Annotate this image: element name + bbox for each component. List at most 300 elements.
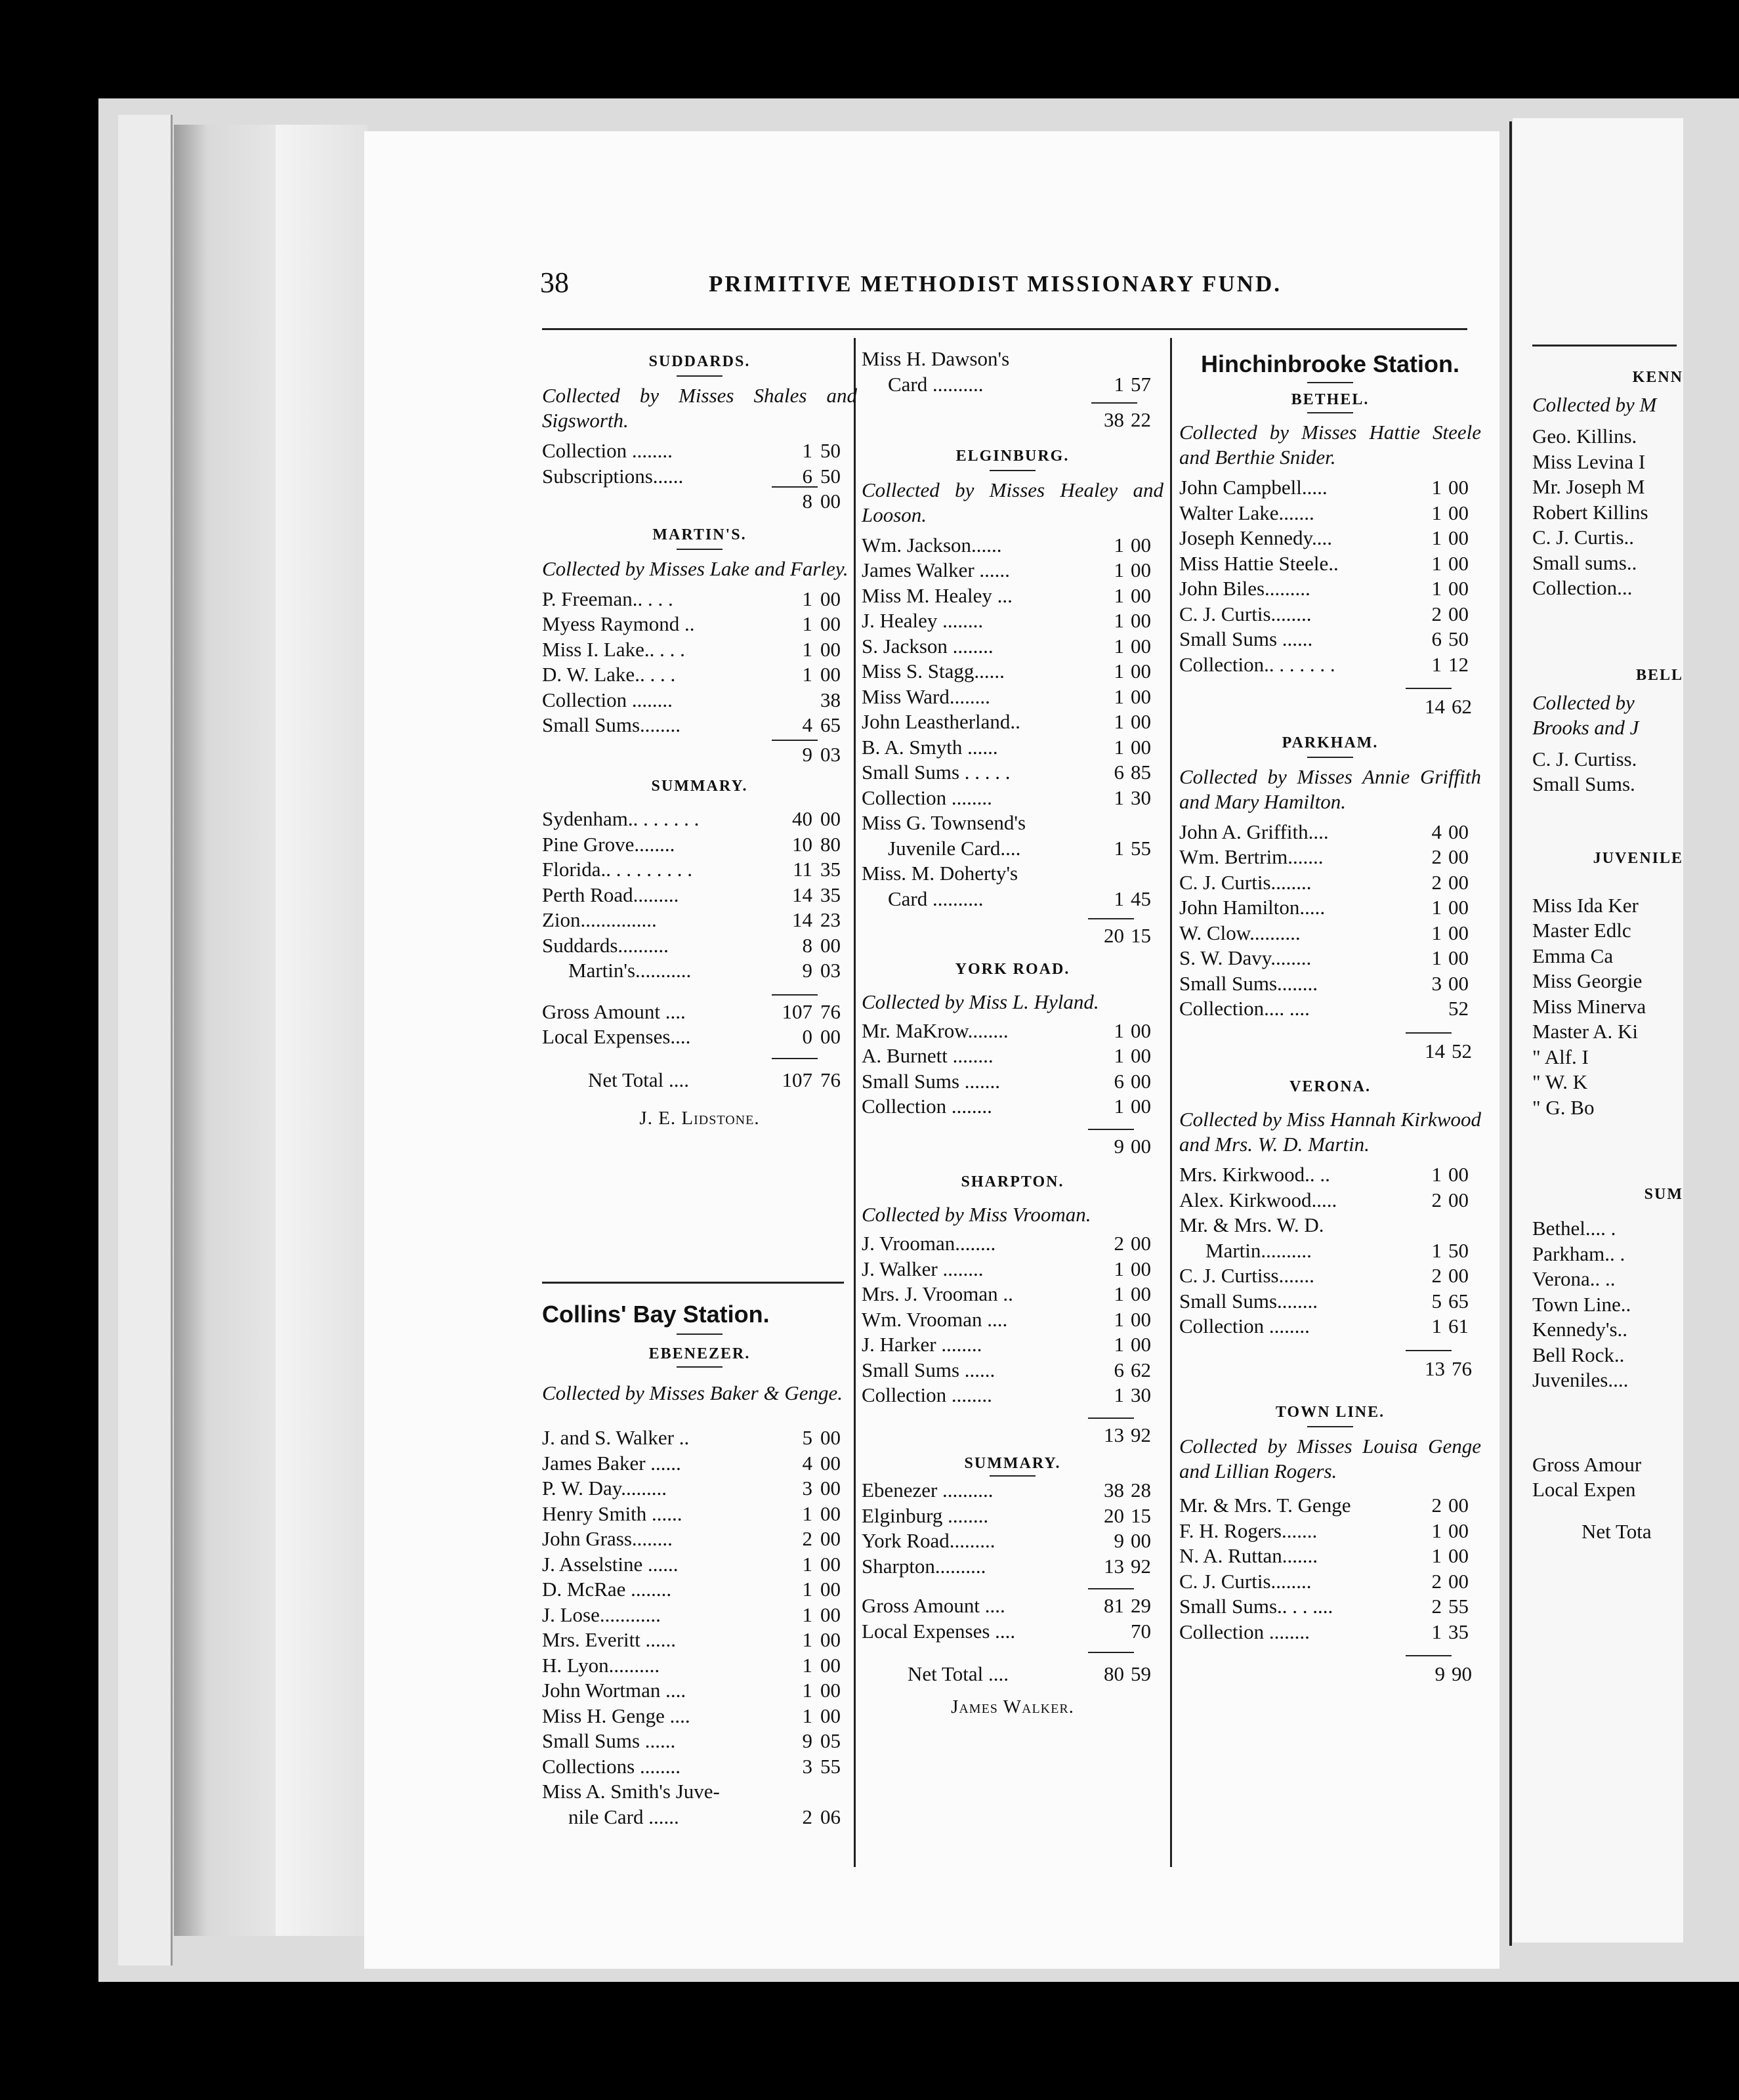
entry-name: Myess Raymond .. [542, 612, 695, 635]
entry-name: C. J. Curtiss....... [1179, 1264, 1314, 1287]
ledger-row [862, 810, 1163, 836]
ledger-row [1179, 627, 1481, 652]
facing-entry: Geo. Killins. [1532, 425, 1637, 448]
entry-cents: 00 [1448, 971, 1469, 995]
entry-name: Martin's........... [568, 959, 692, 982]
entry-name: F. H. Rogers....... [1179, 1519, 1318, 1542]
entry-cents: 50 [820, 439, 841, 462]
ledger-row [1179, 1519, 1481, 1544]
ledger-row [1179, 1238, 1481, 1264]
entry-cents: 35 [820, 883, 841, 906]
gross-amount-row: Gross Amount .... 81 29 [862, 1593, 1163, 1619]
entry-dollars: 1 [802, 587, 812, 610]
entry-cents: 03 [820, 959, 841, 982]
bell-list [1532, 747, 1683, 797]
entry-dollars: 1 [802, 1552, 812, 1576]
entry-name: C. J. Curtis........ [1179, 870, 1312, 894]
entry-dollars: 6 [1114, 1069, 1124, 1093]
entry-cents: 00 [820, 1451, 841, 1475]
entry-cents: 00 [1131, 1018, 1151, 1042]
ledger-row [542, 933, 857, 959]
verona-list [1179, 1162, 1481, 1339]
entry-cents: 00 [1448, 526, 1469, 549]
collected-by: Collected by Misses Lake and Farley. [542, 556, 849, 580]
entry-dollars: 2 [1431, 1595, 1442, 1618]
section-heading: SUM [1644, 1186, 1683, 1203]
entry-dollars: 1 [802, 1653, 812, 1677]
ledger-row [1179, 921, 1481, 946]
entry-dollars: 1 [1431, 551, 1442, 575]
entry-name: Suddards.......... [542, 933, 669, 957]
facing-entry: " W. K [1532, 1070, 1588, 1093]
entry-name: S. Jackson ........ [862, 634, 994, 658]
entry-dollars: 1 [1114, 583, 1124, 607]
entry-name: Florida.. . . . . . . . . [542, 858, 693, 881]
ledger-row [862, 1018, 1163, 1044]
entry-name: John A. Griffith.... [1179, 820, 1329, 843]
ledger-row [1179, 946, 1481, 971]
entry-cents: 00 [1131, 533, 1151, 556]
entry-cents: 00 [1448, 820, 1469, 843]
section-heading: SHARPTON. [961, 1173, 1064, 1190]
entry-cents: 00 [1448, 896, 1469, 919]
entry-cents: 00 [1448, 845, 1469, 868]
entry-cents: 30 [1131, 1383, 1151, 1406]
ledger-row [862, 1069, 1163, 1095]
section-heading: ELGINBURG. [955, 447, 1070, 465]
entry-dollars: 6 [1114, 761, 1124, 784]
entry-dollars: 14 [792, 883, 812, 906]
entry-name: N. A. Ruttan....... [1179, 1544, 1318, 1567]
ledger-row [542, 1805, 857, 1830]
ledger-row [862, 1332, 1163, 1358]
entry-cents: 55 [1131, 836, 1151, 860]
entry-name: Wm. Bertrim....... [1179, 845, 1324, 868]
entry-cents: 00 [1448, 946, 1469, 969]
ledger-row [1179, 1263, 1481, 1289]
entry-name: Collection ........ [1179, 1314, 1310, 1337]
ledger-row [862, 533, 1163, 558]
page-edge [118, 115, 173, 1965]
entry-dollars: 1 [1114, 1095, 1124, 1118]
entry-cents: 00 [1131, 1232, 1151, 1255]
entry-dollars: 3 [1431, 971, 1442, 995]
entry-cents: 06 [820, 1805, 841, 1828]
entry-dollars: 1 [1114, 1383, 1124, 1406]
ledger-row [1179, 1594, 1481, 1620]
entry-name: Perth Road......... [542, 883, 679, 906]
entry-name: Martin.......... [1205, 1238, 1312, 1262]
entry-dollars: 1 [1431, 1314, 1442, 1337]
entry-cents: 00 [1448, 1188, 1469, 1211]
entry-name: H. Lyon.......... [542, 1653, 660, 1677]
entry-name: Collection ........ [542, 439, 673, 462]
entry-name: S. W. Davy........ [1179, 946, 1312, 969]
section-total: 14 52 [1179, 1039, 1481, 1064]
ledger-row [542, 1476, 857, 1502]
ledger-row [1179, 870, 1481, 896]
entry-name: Henry Smith ...... [542, 1502, 682, 1525]
entry-name: Collection.. . . . . . . [1179, 652, 1335, 676]
entry-dollars: 1 [802, 1628, 812, 1651]
ledger-row [1179, 602, 1481, 627]
facing-entry: Small sums.. [1532, 551, 1637, 574]
entry-cents: 23 [820, 908, 841, 931]
collected-by: Collected by [1532, 690, 1635, 714]
entry-dollars: 1 [1114, 634, 1124, 658]
section-heading: VERONA. [1289, 1078, 1371, 1095]
entry-cents: 00 [1131, 1095, 1151, 1118]
ledger-row [542, 464, 857, 490]
section-heading: SUDDARDS. [648, 353, 751, 370]
station-title: Hinchinbrooke Station. [1200, 350, 1459, 377]
entry-dollars: 11 [793, 858, 812, 881]
entry-name: Small Sums ....... [862, 1069, 1001, 1093]
section-total: 8 00 [542, 489, 857, 514]
ledger-row [862, 1307, 1163, 1333]
ledger-row [542, 1653, 857, 1679]
entry-name: Joseph Kennedy.... [1179, 526, 1333, 549]
entry-cents: 00 [820, 933, 841, 957]
entry-name: B. A. Smyth ...... [862, 735, 998, 759]
entry-cents: 92 [1131, 1554, 1151, 1578]
entry-dollars: 9 [1114, 1529, 1124, 1552]
collected-by: Collected by Miss Hannah Kirkwood and Mrs. W. D. Martin. [1179, 1108, 1481, 1156]
entry-dollars: 1 [1114, 558, 1124, 581]
entry-dollars: 1 [1114, 735, 1124, 759]
entry-dollars: 1 [1431, 1163, 1442, 1186]
elginburg-list [862, 533, 1163, 912]
entry-name: Subscriptions...... [542, 464, 684, 488]
entry-name: Small Sums ...... [542, 1729, 676, 1752]
section-heading: JUVENILE [1593, 849, 1683, 867]
facing-entry: " G. Bo [1532, 1095, 1595, 1119]
ledger-row [542, 832, 857, 858]
net-total-row: Net Total .... 80 59 [862, 1656, 1163, 1692]
collected-by: Collected by Misses Shales and Sigsworth. [542, 384, 857, 432]
ledger-row [542, 713, 857, 738]
entry-cents: 00 [1131, 609, 1151, 632]
ledger-row [542, 1502, 857, 1527]
ledger-row [542, 438, 857, 464]
entry-cents: 52 [1448, 997, 1469, 1020]
page-fore-edge [276, 125, 367, 1936]
bethel-list [1179, 475, 1481, 677]
ledger-row [1179, 895, 1481, 921]
entry-name: Miss Hattie Steele.. [1179, 551, 1339, 575]
entry-cents: 65 [820, 713, 841, 736]
entry-name: Mr. MaKrow........ [862, 1018, 1009, 1042]
ledger-row [542, 688, 857, 713]
entry-dollars: 40 [792, 807, 812, 830]
entry-dollars: 1 [802, 637, 812, 661]
entry-name: Small Sums........ [1179, 971, 1318, 995]
ledger-row [1179, 1213, 1481, 1238]
entry-cents: 00 [1131, 1529, 1151, 1552]
entry-cents: 00 [820, 1628, 841, 1651]
section-heading: SUMMARY. [651, 778, 748, 795]
entry-dollars: 13 [1104, 1554, 1124, 1578]
entry-name: John Hamilton..... [1179, 896, 1326, 919]
ledger-row [1179, 845, 1481, 870]
station-title: Collins' Bay Station. [542, 1301, 770, 1328]
entry-name: John Leastherland.. [862, 710, 1020, 733]
entry-dollars: 1 [1114, 684, 1124, 708]
entry-dollars: 1 [1431, 577, 1442, 600]
entry-name: Sydenham.. . . . . . . [542, 807, 700, 830]
entry-name: Miss. M. Doherty's [862, 862, 1018, 885]
section-total: 14 62 [1179, 694, 1481, 720]
entry-dollars: 6 [802, 464, 812, 488]
entry-dollars: 1 [1431, 921, 1442, 944]
ledger-row [542, 1678, 857, 1704]
entry-name: Small Sums........ [542, 713, 681, 736]
entry-cents: 00 [1131, 710, 1151, 733]
entry-name: Pine Grove........ [542, 832, 675, 856]
ledger-row [1179, 526, 1481, 551]
ledger-row [862, 1503, 1163, 1529]
entry-dollars: 1 [802, 612, 812, 635]
entry-name: Juvenile Card.... [888, 836, 1021, 860]
entry-dollars: 14 [792, 908, 812, 931]
entry-cents: 55 [820, 1754, 841, 1778]
section-total: 9 03 [542, 738, 857, 764]
running-title: PRIMITIVE METHODIST MISSIONARY FUND. [709, 271, 1282, 297]
entry-name: Wm. Vrooman .... [862, 1307, 1008, 1331]
entry-name: Collection.... .... [1179, 997, 1310, 1020]
ledger-row [542, 1577, 857, 1603]
ledger-row [542, 1425, 857, 1451]
signature: James Walker. [951, 1696, 1074, 1717]
entry-cents: 57 [1131, 372, 1151, 396]
ledger-row [862, 634, 1163, 660]
ledger-row [862, 836, 1163, 862]
entry-dollars: 1 [802, 1679, 812, 1702]
facing-entry: Small Sums. [1532, 772, 1635, 795]
entry-dollars: 2 [1431, 870, 1442, 894]
ledger-row [862, 558, 1163, 583]
entry-dollars: 6 [1114, 1358, 1124, 1381]
section-total: 13 92 [862, 1423, 1163, 1448]
entry-dollars: 2 [1431, 1569, 1442, 1593]
entry-dollars: 1 [1114, 1282, 1124, 1305]
section-heading: SUMMARY. [964, 1455, 1061, 1472]
entry-cents: 00 [820, 1704, 841, 1727]
entry-name: Small Sums.. . . .... [1179, 1595, 1333, 1618]
entry-cents: 00 [1131, 1333, 1151, 1356]
entry-cents: 00 [1448, 870, 1469, 894]
ledger-row [1179, 501, 1481, 526]
ledger-row [1179, 1620, 1481, 1645]
entry-name: Small Sums . . . . . [862, 761, 1011, 784]
entry-cents: 00 [820, 612, 841, 635]
entry-dollars: 1 [1431, 1544, 1442, 1567]
entry-cents: 00 [1448, 1569, 1469, 1593]
collected-by: Collected by Misses Louisa Genge and Lillian Rogers. [1179, 1435, 1481, 1482]
entry-cents: 35 [1448, 1620, 1469, 1643]
facing-entry: Miss Levina I [1532, 450, 1646, 473]
entry-dollars: 4 [1431, 820, 1442, 843]
kenn-list [1532, 424, 1683, 601]
entry-dollars: 1 [802, 1502, 812, 1525]
entry-dollars: 2 [1431, 1188, 1442, 1211]
entry-name: Alex. Kirkwood..... [1179, 1188, 1337, 1211]
facing-entry: Verona.. .. [1532, 1267, 1616, 1290]
entry-name: James Walker ...... [862, 558, 1010, 581]
ledger-row [1179, 576, 1481, 602]
entry-dollars: 1 [1114, 836, 1124, 860]
entry-name: Miss Ward........ [862, 684, 990, 708]
entry-cents: 00 [820, 1552, 841, 1576]
ledger-row [542, 1779, 857, 1805]
entry-name: Miss S. Stagg...... [862, 660, 1005, 682]
entry-name: J. Healey ........ [862, 609, 984, 632]
entry-dollars: 1 [1431, 946, 1442, 969]
entry-dollars: 2 [1114, 1232, 1124, 1255]
entry-dollars: 2 [802, 1527, 812, 1550]
facing-entry: Bell Rock.. [1532, 1343, 1625, 1366]
section-total: 20 15 [862, 923, 1163, 949]
entry-cents: 00 [1448, 1163, 1469, 1186]
entry-cents: 00 [1131, 583, 1151, 607]
ledger-row [862, 760, 1163, 786]
section-heading: EBENEZER. [648, 1345, 751, 1362]
entry-cents: 15 [1131, 1503, 1151, 1527]
section-heading: KENN [1632, 369, 1683, 386]
entry-cents: 00 [1131, 634, 1151, 658]
facing-entry: Master A. Ki [1532, 1020, 1639, 1043]
entry-dollars: 1 [1431, 1620, 1442, 1643]
ledger-row [862, 608, 1163, 634]
ledger-row [862, 1282, 1163, 1307]
gross-amount-row: Gross Amount .... 107 76 [542, 999, 857, 1025]
entry-dollars: 2 [1431, 1264, 1442, 1287]
facing-entry: Emma Ca [1532, 944, 1614, 967]
entry-cents: 00 [820, 1426, 841, 1449]
entry-cents: 30 [1131, 786, 1151, 809]
entry-cents: 50 [1448, 627, 1469, 650]
facing-header-rule [1532, 345, 1677, 346]
entry-dollars: 1 [1431, 1238, 1442, 1262]
section-heading: YORK ROAD. [955, 960, 1070, 978]
ledger-row [862, 1358, 1163, 1383]
entry-name: York Road......... [862, 1529, 995, 1552]
ebenezer-list [542, 1425, 857, 1830]
entry-name: Collection ........ [542, 688, 673, 711]
entry-dollars: 1 [1114, 1307, 1124, 1331]
section-heading: TOWN LINE. [1275, 1404, 1385, 1421]
entry-name: Miss H. Dawson's [862, 347, 1010, 370]
local-expenses-row: Local Expen [1532, 1478, 1636, 1501]
entry-dollars: 1 [1114, 887, 1124, 910]
facing-entry: Miss Minerva [1532, 994, 1646, 1018]
ledger-row [542, 1628, 857, 1653]
entry-name: Wm. Jackson...... [862, 533, 1002, 556]
entry-dollars: 1 [1431, 652, 1442, 676]
entry-dollars: 20 [1104, 1503, 1124, 1527]
entry-cents: 00 [820, 1653, 841, 1677]
facing-entry: Juveniles.... [1532, 1368, 1629, 1391]
entry-cents: 00 [1131, 1069, 1151, 1093]
gutter-line [1509, 121, 1512, 1946]
facing-entry: Collection... [1532, 576, 1633, 599]
entry-cents: 00 [1448, 577, 1469, 600]
ledger-row [542, 1603, 857, 1628]
entry-cents: 00 [820, 1578, 841, 1601]
entry-name: John Wortman .... [542, 1679, 686, 1702]
ledger-row [542, 1704, 857, 1729]
entry-dollars: 1 [1114, 1333, 1124, 1356]
entry-dollars: 1 [1114, 533, 1124, 556]
entry-name: John Grass........ [542, 1527, 673, 1550]
entry-cents: 00 [1448, 1494, 1469, 1517]
ledger-row [542, 1754, 857, 1780]
entry-name: J. Harker ........ [862, 1333, 982, 1356]
entry-dollars: 1 [1431, 896, 1442, 919]
entry-name: Mrs. Kirkwood.. .. [1179, 1163, 1330, 1186]
ledger-row [1179, 475, 1481, 501]
collected-by-2: Brooks and J [1532, 715, 1639, 739]
entry-name: Ebenezer .......... [862, 1479, 994, 1502]
entry-name: Small Sums ...... [862, 1358, 995, 1381]
ledger-row [862, 1383, 1163, 1408]
entry-name: John Campbell..... [1179, 476, 1328, 499]
ledger-row [542, 807, 857, 832]
entry-name: J. Lose............ [542, 1603, 661, 1626]
entry-cents: 12 [1448, 652, 1469, 676]
martins-list [542, 587, 857, 738]
entry-dollars: 1 [1114, 1257, 1124, 1280]
facing-entry: Bethel.... . [1532, 1217, 1616, 1240]
collected-by: Collected by M [1532, 393, 1657, 416]
facing-entry: C. J. Curtis.. [1532, 526, 1635, 549]
entry-name: Miss I. Lake.. . . . [542, 637, 685, 661]
entry-dollars: 10 [792, 832, 812, 856]
ledger-row [1179, 652, 1481, 678]
ledger-row [1179, 1314, 1481, 1339]
entry-name: Miss A. Smith's Juve- [542, 1780, 720, 1803]
entry-cents: 00 [820, 1603, 841, 1626]
entry-name: Collection ........ [862, 786, 992, 809]
ledger-row [542, 1451, 857, 1477]
ledger-row [542, 662, 857, 688]
entry-cents: 00 [1448, 476, 1469, 499]
entry-name: James Baker ...... [542, 1451, 681, 1475]
entry-dollars: 3 [802, 1477, 812, 1500]
ledger-row [862, 1257, 1163, 1282]
ledger-row [862, 372, 1163, 398]
entry-dollars: 1 [1114, 710, 1124, 733]
section-total: 9 00 [862, 1134, 1163, 1160]
entry-cents: 00 [820, 1502, 841, 1525]
gross-amount-row: Gross Amour [1532, 1452, 1642, 1476]
ledger-row [542, 637, 857, 663]
ledger-row [1179, 996, 1481, 1022]
entry-cents: 00 [1131, 1282, 1151, 1305]
entry-name: J. Walker ........ [862, 1257, 984, 1280]
entry-name: Small Sums ...... [1179, 627, 1313, 650]
entry-cents: 00 [1448, 602, 1469, 625]
entry-dollars: 1 [1114, 1044, 1124, 1067]
entry-name: Collection ........ [1179, 1620, 1310, 1643]
entry-cents: 50 [820, 464, 841, 488]
entry-cents: 00 [1448, 1519, 1469, 1542]
facing-entry: C. J. Curtiss. [1532, 747, 1637, 770]
ledger-row [862, 861, 1163, 887]
ledger-row [1179, 820, 1481, 845]
entry-dollars: 2 [802, 1805, 812, 1828]
entry-dollars: 4 [802, 1451, 812, 1475]
